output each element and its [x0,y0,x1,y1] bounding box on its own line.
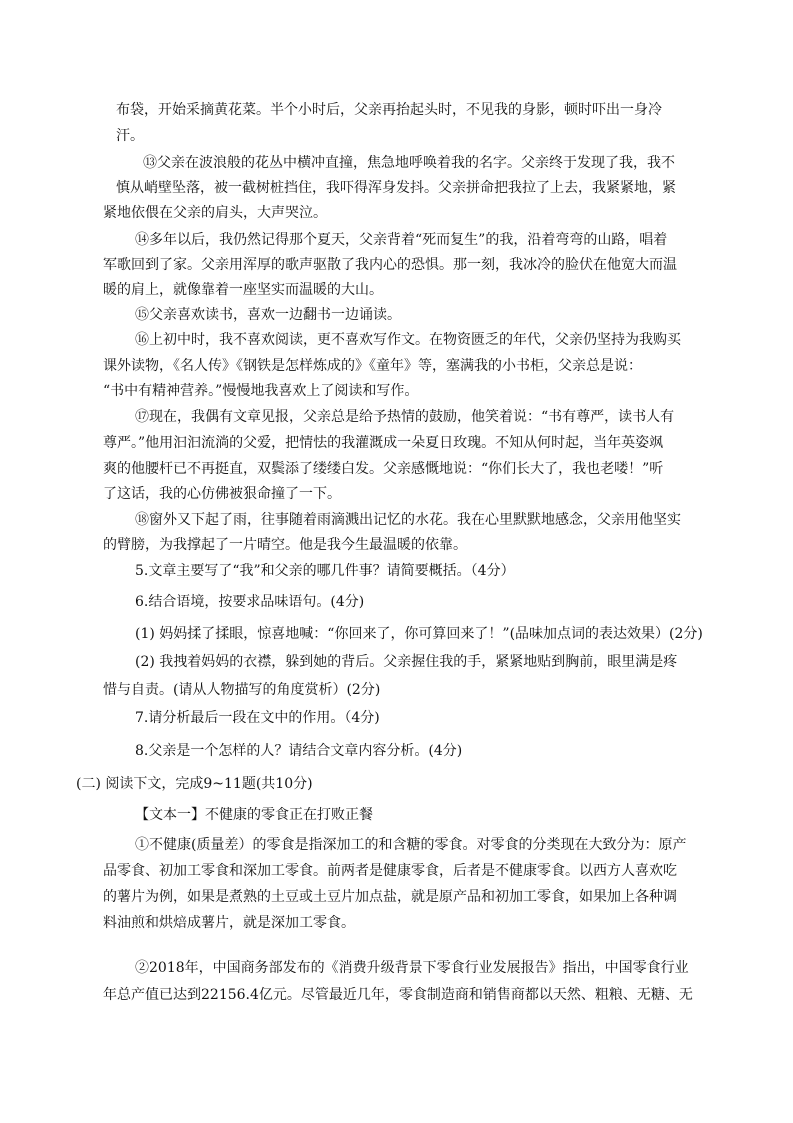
text-line: 尊严。”他用汩汩流淌的父爱，把情怯的我灌溉成一朵夏日玫瑰。不知从何时起，当年英姿飒 [103,435,664,451]
text-line: ⑭多年以后，我仍然记得那个夏天，父亲背着“死而复生”的我，沿着弯弯的山路，唱着 [135,232,668,248]
text-line: 暖的肩上，就像靠着一座坚实而温暖的大山。 [103,282,383,298]
text-line: 课外读物，《名人传》《钢铁是怎样炼成的》《童年》等，塞满我的小书柜，父亲总是说： [103,358,642,374]
text-line: 紧地依偎在父亲的肩头，大声哭泣。 [103,205,327,221]
text-title: 【文本一】不健康的零食正在打败正餐 [135,807,373,823]
question-line: (2) 我拽着妈妈的衣襟，躲到她的背后。父亲握住我的手，紧紧地贴到胸前，眼里满是疼 [135,654,678,670]
text-line: 布袋，开始采摘黄花菜。半个小时后，父亲再抬起头时，不见我的身影，顿时吓出一身冷 [116,102,662,118]
text-line: 料油煎和烘焙成薯片，就是深加工零食。 [103,915,355,931]
question-line: 6.结合语境，按要求品味语句。(4分) [135,594,365,610]
text-line: 了这话，我的心仿佛被狠命撞了一下。 [103,486,341,502]
question-line: 惜与自责。(请从人物描写的角度赏析）(2分) [103,682,381,698]
text-line: ⑰现在，我偶有文章见报，父亲总是给予热情的鼓励，他笑着说：“书有尊严，读书人有 [135,409,675,425]
text-line: ⑱窗外又下起了雨，往事随着雨滴溅出记忆的水花。我在心里默默地感念，父亲用他坚实 [135,512,681,528]
text-line: 汗。 [116,128,144,144]
text-line: ②2018年，中国商务部发布的《消费升级背景下零食行业发展报告》指出，中国零食行业 [135,960,689,976]
text-line: 的臂膀，为我撑起了一片晴空。他是我今生最温暖的依靠。 [103,537,467,553]
question-line: (1) 妈妈揉了揉眼，惊喜地喊：“你回来了，你可算回来了！”(品味加点词的表达效果）(2分) [135,626,703,642]
question-line: 7.请分析最后一段在文中的作用。（4分) [135,710,380,726]
text-line: 慎从峭壁坠落，被一截树桩挡住，我吓得浑身发抖。父亲拼命把我拉了上去，我紧紧地，紧 [116,180,676,196]
text-line: 的薯片为例，如果是煮熟的土豆或土豆片加点盐，就是原产品和初加工零食，如果加上各种调 [103,889,677,905]
text-line: 爽的他腰杆已不再挺直，双鬓添了缕缕白发。父亲感慨地说：“你们长大了，我也老喽！”听 [103,461,664,477]
text-line: 军歌回到了家。父亲用浑厚的歌声驱散了我内心的恐惧。那一刻，我冰冷的脸伏在他宽大而温 [103,257,677,273]
text-line: ⑮父亲喜欢读书，喜欢一边翻书一边诵读。 [135,307,401,323]
text-line: “书中有精神营养。”慢慢地我喜欢上了阅读和写作。 [103,383,419,399]
text-line: 年总产值已达到22156.4亿元。尽管最近几年，零食制造商和销售商都以天然、粗粮、无糖、无 [103,987,693,1003]
text-line: ⑬父亲在波浪般的花丛中横冲直撞，焦急地呼唤着我的名字。父亲终于发现了我，我不 [143,155,675,171]
question-line: 5.文章主要写了“我”和父亲的哪几件事？请简要概括。（4分） [135,563,515,579]
text-line: 品零食、初加工零食和深加工零食。前两者是健康零食，后者是不健康零食。以西方人喜欢吃 [103,863,677,879]
text-line: ①不健康(质量差）的零食是指深加工的和含糖的零食。对零食的分类现在大致分为：原产 [135,837,687,853]
text-line: ⑯上初中时，我不喜欢阅读，更不喜欢写作文。在物资匮乏的年代，父亲仍坚持为我购买 [135,332,681,348]
section-heading: (二) 阅读下文，完成9~11题(共10分) [76,776,313,792]
question-line: 8.父亲是一个怎样的人？请结合文章内容分析。(4分) [135,743,463,759]
